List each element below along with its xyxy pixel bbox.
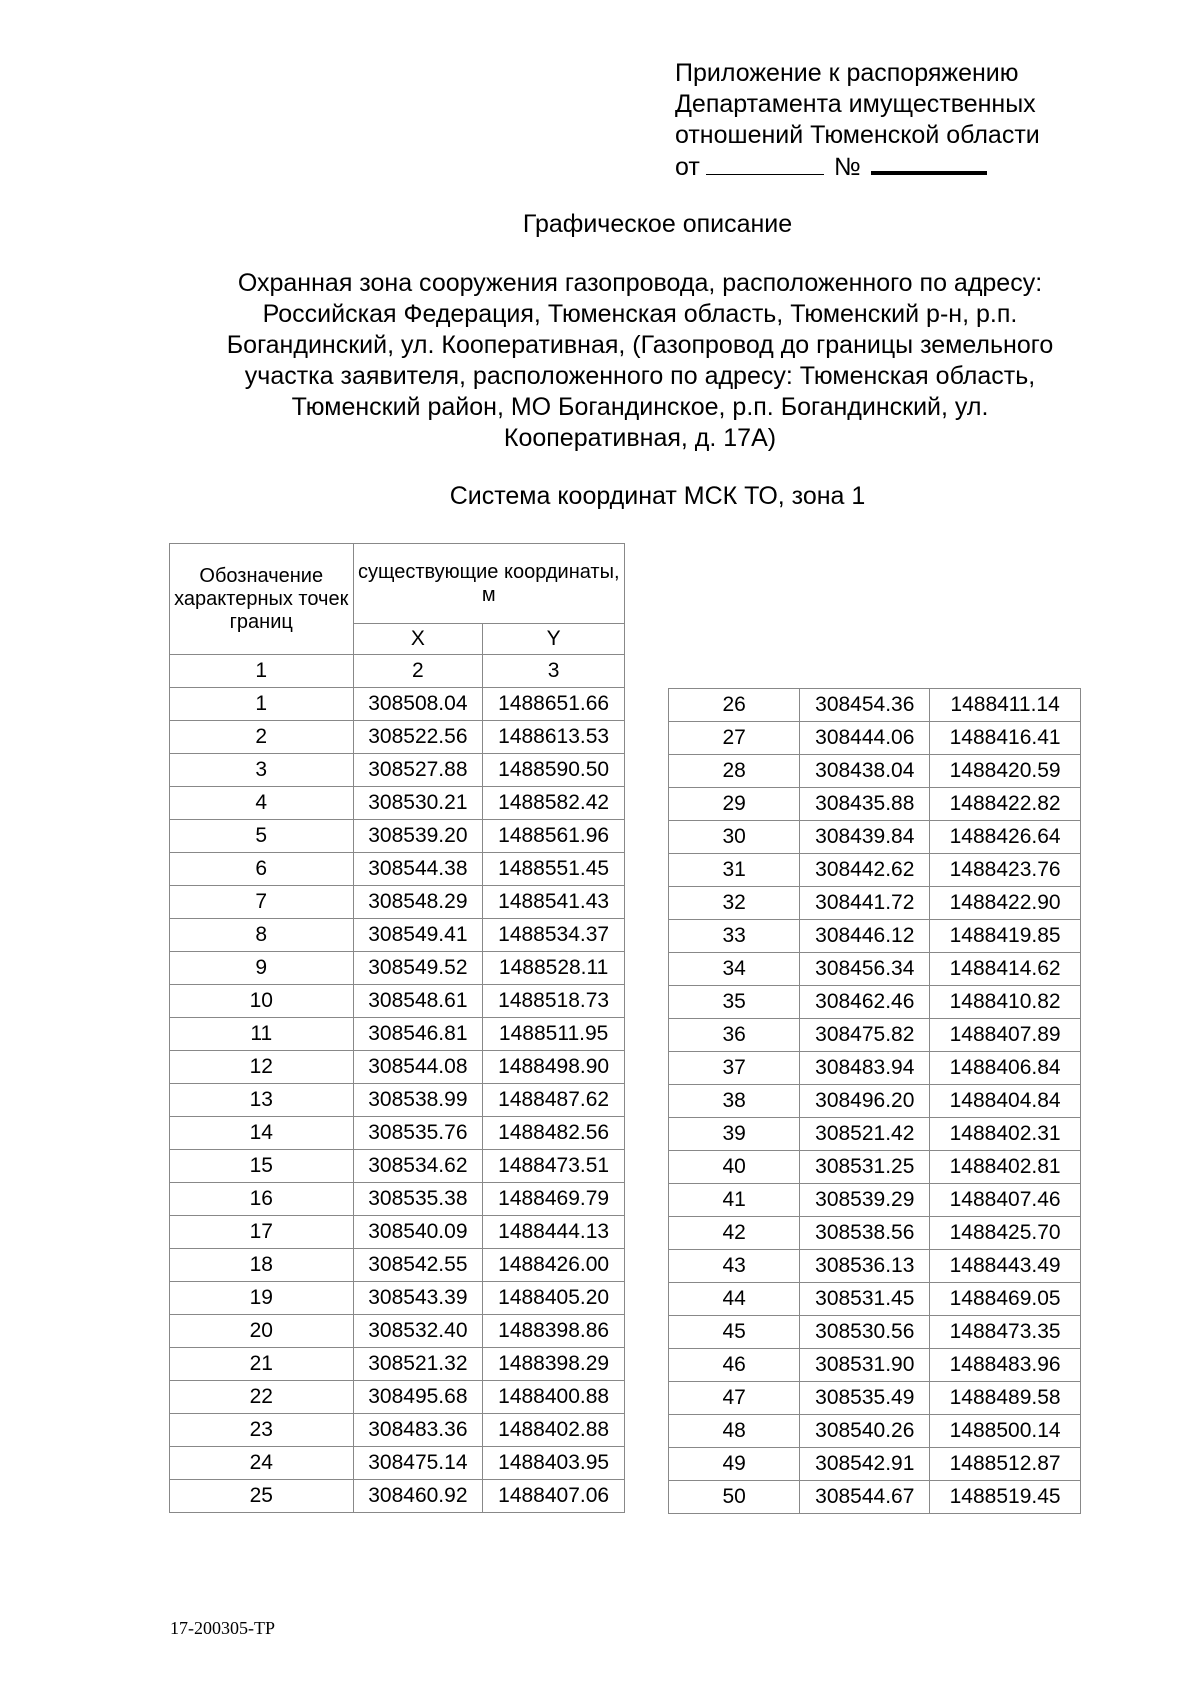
table-row — [669, 821, 1081, 854]
table-row — [170, 952, 625, 985]
appendix-date-line — [675, 151, 1095, 183]
y-coordinate-cell: 1488512.87 — [930, 1448, 1081, 1481]
table-row — [669, 722, 1081, 755]
y-coordinate-cell: 1488651.66 — [483, 688, 625, 721]
table-row — [170, 985, 625, 1018]
y-coordinate-cell: 1488426.00 — [483, 1249, 625, 1282]
table-row — [669, 1283, 1081, 1316]
y-coordinate-cell: 1488410.82 — [930, 986, 1081, 1019]
x-coordinate-cell: 308539.29 — [800, 1184, 930, 1217]
table-row — [170, 1183, 625, 1216]
zone-description-line: участка заявителя, расположенного по адресу: Тюменская область, — [244, 362, 1036, 390]
point-number-cell: 50 — [669, 1481, 800, 1514]
x-coordinate-cell: 308542.91 — [800, 1448, 930, 1481]
x-coordinate-cell: 308495.68 — [353, 1381, 483, 1414]
point-number-cell: 2 — [170, 721, 354, 754]
table-header-row — [170, 544, 625, 624]
x-coordinate-cell: 308531.25 — [800, 1151, 930, 1184]
x-coordinate-cell: 308460.92 — [353, 1480, 483, 1513]
zone-description-line: Тюменский район, МО Богандинское, р.п. Богандинский, ул. — [291, 393, 989, 421]
zone-description-line: Кооперативная, д. 17А) — [503, 424, 777, 452]
y-coordinate-cell: 1488483.96 — [930, 1349, 1081, 1382]
table-row — [170, 1084, 625, 1117]
y-coordinate-cell: 1488403.95 — [483, 1447, 625, 1480]
point-number-cell: 47 — [669, 1382, 800, 1415]
x-coordinate-cell: 308546.81 — [353, 1018, 483, 1051]
appendix-header — [675, 58, 1095, 183]
x-coordinate-cell: 308530.56 — [800, 1316, 930, 1349]
y-coordinate-cell: 1488500.14 — [930, 1415, 1081, 1448]
x-coordinate-cell: 308535.38 — [353, 1183, 483, 1216]
table-row — [170, 853, 625, 886]
point-number-cell: 49 — [669, 1448, 800, 1481]
header-x: X — [353, 624, 483, 655]
coordinate-system: Система координат МСК ТО, зона 1 — [449, 482, 866, 510]
y-coordinate-cell: 1488511.95 — [483, 1018, 625, 1051]
point-number-cell: 32 — [669, 887, 800, 920]
table-row — [170, 1117, 625, 1150]
table-row — [669, 887, 1081, 920]
x-coordinate-cell: 308475.82 — [800, 1019, 930, 1052]
table-row — [170, 787, 625, 820]
x-coordinate-cell: 308521.42 — [800, 1118, 930, 1151]
table-row — [669, 1415, 1081, 1448]
y-coordinate-cell: 1488482.56 — [483, 1117, 625, 1150]
table-row — [170, 1216, 625, 1249]
x-coordinate-cell: 308540.26 — [800, 1415, 930, 1448]
x-coordinate-cell: 308549.41 — [353, 919, 483, 952]
point-number-cell: 9 — [170, 952, 354, 985]
y-coordinate-cell: 1488405.20 — [483, 1282, 625, 1315]
appendix-line-1: Приложение к распоряжению — [675, 59, 1019, 87]
point-number-cell: 48 — [669, 1415, 800, 1448]
x-coordinate-cell: 308462.46 — [800, 986, 930, 1019]
table-row — [170, 1414, 625, 1447]
x-coordinate-cell: 308527.88 — [353, 754, 483, 787]
x-coordinate-cell: 308531.90 — [800, 1349, 930, 1382]
table-row — [669, 1382, 1081, 1415]
x-coordinate-cell: 308532.40 — [353, 1315, 483, 1348]
date-blank — [706, 154, 824, 175]
point-number-cell: 18 — [170, 1249, 354, 1282]
point-number-cell: 46 — [669, 1349, 800, 1382]
x-coordinate-cell: 308535.76 — [353, 1117, 483, 1150]
point-number-cell: 1 — [170, 688, 354, 721]
x-coordinate-cell: 308441.72 — [800, 887, 930, 920]
column-number-row — [170, 655, 625, 688]
left-table-body — [170, 688, 625, 1513]
y-coordinate-cell: 1488444.13 — [483, 1216, 625, 1249]
y-coordinate-cell: 1488613.53 — [483, 721, 625, 754]
x-coordinate-cell: 308544.38 — [353, 853, 483, 886]
y-coordinate-cell: 1488407.06 — [483, 1480, 625, 1513]
y-coordinate-cell: 1488541.43 — [483, 886, 625, 919]
table-row — [669, 1481, 1081, 1514]
coordinates-table-right — [668, 688, 1081, 1514]
table-row — [170, 919, 625, 952]
number-sign: № — [833, 153, 861, 181]
point-number-cell: 30 — [669, 821, 800, 854]
point-number-cell: 4 — [170, 787, 354, 820]
x-coordinate-cell: 308438.04 — [800, 755, 930, 788]
x-coordinate-cell: 308530.21 — [353, 787, 483, 820]
table-row — [669, 920, 1081, 953]
y-coordinate-cell: 1488443.49 — [930, 1250, 1081, 1283]
x-coordinate-cell: 308544.67 — [800, 1481, 930, 1514]
y-coordinate-cell: 1488402.31 — [930, 1118, 1081, 1151]
y-coordinate-cell: 1488398.86 — [483, 1315, 625, 1348]
y-coordinate-cell: 1488473.51 — [483, 1150, 625, 1183]
table-row — [170, 754, 625, 787]
table-row — [170, 721, 625, 754]
point-number-cell: 31 — [669, 854, 800, 887]
header-y: Y — [483, 624, 625, 655]
point-number-cell: 21 — [170, 1348, 354, 1381]
point-number-cell: 3 — [170, 754, 354, 787]
table-row — [170, 1447, 625, 1480]
point-number-cell: 19 — [170, 1282, 354, 1315]
document-code: 17-200305-ТР — [170, 1618, 275, 1638]
y-coordinate-cell: 1488402.88 — [483, 1414, 625, 1447]
table-row — [669, 788, 1081, 821]
y-coordinate-cell: 1488590.50 — [483, 754, 625, 787]
y-coordinate-cell: 1488407.46 — [930, 1184, 1081, 1217]
table-row — [669, 1085, 1081, 1118]
point-number-cell: 40 — [669, 1151, 800, 1184]
x-coordinate-cell: 308456.34 — [800, 953, 930, 986]
table-row — [669, 1448, 1081, 1481]
point-number-cell: 39 — [669, 1118, 800, 1151]
x-coordinate-cell: 308535.49 — [800, 1382, 930, 1415]
x-coordinate-cell: 308454.36 — [800, 689, 930, 722]
y-coordinate-cell: 1488400.88 — [483, 1381, 625, 1414]
y-coordinate-cell: 1488420.59 — [930, 755, 1081, 788]
table-row — [170, 1315, 625, 1348]
x-coordinate-cell: 308542.55 — [353, 1249, 483, 1282]
point-number-cell: 11 — [170, 1018, 354, 1051]
point-number-cell: 13 — [170, 1084, 354, 1117]
point-number-cell: 15 — [170, 1150, 354, 1183]
point-number-cell: 38 — [669, 1085, 800, 1118]
point-number-cell: 20 — [170, 1315, 354, 1348]
y-coordinate-cell: 1488407.89 — [930, 1019, 1081, 1052]
zone-description-line: Охранная зона сооружения газопровода, расположенного по адресу: — [237, 269, 1043, 297]
table-row — [170, 886, 625, 919]
table-row — [669, 755, 1081, 788]
y-coordinate-cell: 1488402.81 — [930, 1151, 1081, 1184]
table-row — [669, 1019, 1081, 1052]
point-number-cell: 14 — [170, 1117, 354, 1150]
point-number-cell: 22 — [170, 1381, 354, 1414]
x-coordinate-cell: 308538.99 — [353, 1084, 483, 1117]
x-coordinate-cell: 308536.13 — [800, 1250, 930, 1283]
point-number-cell: 33 — [669, 920, 800, 953]
x-coordinate-cell: 308446.12 — [800, 920, 930, 953]
point-number-cell: 6 — [170, 853, 354, 886]
y-coordinate-cell: 1488498.90 — [483, 1051, 625, 1084]
right-table-body — [669, 689, 1081, 1514]
appendix-line-2: Департамента имущественных — [675, 90, 1036, 118]
table-row — [669, 1217, 1081, 1250]
point-number-cell: 5 — [170, 820, 354, 853]
date-prefix: от — [675, 153, 700, 181]
table-row — [669, 986, 1081, 1019]
coordinates-table-left — [169, 543, 625, 1513]
point-number-cell: 12 — [170, 1051, 354, 1084]
point-number-cell: 37 — [669, 1052, 800, 1085]
x-coordinate-cell: 308435.88 — [800, 788, 930, 821]
y-coordinate-cell: 1488419.85 — [930, 920, 1081, 953]
x-coordinate-cell: 308549.52 — [353, 952, 483, 985]
y-coordinate-cell: 1488422.90 — [930, 887, 1081, 920]
y-coordinate-cell: 1488426.64 — [930, 821, 1081, 854]
point-number-cell: 25 — [170, 1480, 354, 1513]
table-row — [669, 1349, 1081, 1382]
zone-description-line: Богандинский, ул. Кооперативная, (Газопровод до границы земельного — [226, 331, 1054, 359]
point-number-cell: 36 — [669, 1019, 800, 1052]
table-row — [669, 1250, 1081, 1283]
x-coordinate-cell: 308439.84 — [800, 821, 930, 854]
x-coordinate-cell: 308539.20 — [353, 820, 483, 853]
point-number-cell: 28 — [669, 755, 800, 788]
appendix-line-3: отношений Тюменской области — [675, 121, 1040, 149]
x-coordinate-cell: 308508.04 — [353, 688, 483, 721]
x-coordinate-cell: 308522.56 — [353, 721, 483, 754]
x-coordinate-cell: 308521.32 — [353, 1348, 483, 1381]
y-coordinate-cell: 1488398.29 — [483, 1348, 625, 1381]
x-coordinate-cell: 308538.56 — [800, 1217, 930, 1250]
y-coordinate-cell: 1488414.62 — [930, 953, 1081, 986]
zone-description — [185, 268, 1095, 454]
point-number-cell: 29 — [669, 788, 800, 821]
x-coordinate-cell: 308496.20 — [800, 1085, 930, 1118]
x-coordinate-cell: 308543.39 — [353, 1282, 483, 1315]
table-row — [170, 688, 625, 721]
point-number-cell: 27 — [669, 722, 800, 755]
header-points: Обозначение характерных точек границ — [170, 544, 354, 655]
document-title: Графическое описание — [522, 210, 793, 238]
point-number-cell: 44 — [669, 1283, 800, 1316]
y-coordinate-cell: 1488519.45 — [930, 1481, 1081, 1514]
point-number-cell: 34 — [669, 953, 800, 986]
table-row — [170, 1051, 625, 1084]
y-coordinate-cell: 1488404.84 — [930, 1085, 1081, 1118]
y-coordinate-cell: 1488551.45 — [483, 853, 625, 886]
table-row — [170, 1381, 625, 1414]
x-coordinate-cell: 308442.62 — [800, 854, 930, 887]
point-number-cell: 45 — [669, 1316, 800, 1349]
x-coordinate-cell: 308483.94 — [800, 1052, 930, 1085]
y-coordinate-cell: 1488534.37 — [483, 919, 625, 952]
point-number-cell: 42 — [669, 1217, 800, 1250]
y-coordinate-cell: 1488487.62 — [483, 1084, 625, 1117]
table-row — [170, 1018, 625, 1051]
point-number-cell: 23 — [170, 1414, 354, 1447]
y-coordinate-cell: 1488582.42 — [483, 787, 625, 820]
x-coordinate-cell: 308544.08 — [353, 1051, 483, 1084]
column-number: 1 — [170, 655, 354, 688]
y-coordinate-cell: 1488473.35 — [930, 1316, 1081, 1349]
y-coordinate-cell: 1488411.14 — [930, 689, 1081, 722]
x-coordinate-cell: 308548.61 — [353, 985, 483, 1018]
point-number-cell: 17 — [170, 1216, 354, 1249]
number-blank — [871, 151, 987, 175]
zone-description-line: Российская Федерация, Тюменская область, Тюменский р-н, р.п. — [262, 300, 1018, 328]
y-coordinate-cell: 1488406.84 — [930, 1052, 1081, 1085]
column-number: 2 — [353, 655, 483, 688]
point-number-cell: 26 — [669, 689, 800, 722]
x-coordinate-cell: 308483.36 — [353, 1414, 483, 1447]
table-row — [170, 1282, 625, 1315]
x-coordinate-cell: 308531.45 — [800, 1283, 930, 1316]
point-number-cell: 8 — [170, 919, 354, 952]
table-row — [170, 1150, 625, 1183]
table-row — [669, 953, 1081, 986]
x-coordinate-cell: 308548.29 — [353, 886, 483, 919]
y-coordinate-cell: 1488422.82 — [930, 788, 1081, 821]
table-row — [669, 1151, 1081, 1184]
table-row — [669, 854, 1081, 887]
y-coordinate-cell: 1488528.11 — [483, 952, 625, 985]
y-coordinate-cell: 1488489.58 — [930, 1382, 1081, 1415]
y-coordinate-cell: 1488416.41 — [930, 722, 1081, 755]
point-number-cell: 10 — [170, 985, 354, 1018]
y-coordinate-cell: 1488518.73 — [483, 985, 625, 1018]
column-number: 3 — [483, 655, 625, 688]
point-number-cell: 24 — [170, 1447, 354, 1480]
table-row — [669, 1316, 1081, 1349]
point-number-cell: 41 — [669, 1184, 800, 1217]
table-row — [669, 1052, 1081, 1085]
table-row — [170, 1348, 625, 1381]
x-coordinate-cell: 308444.06 — [800, 722, 930, 755]
table-row — [170, 1480, 625, 1513]
y-coordinate-cell: 1488469.79 — [483, 1183, 625, 1216]
y-coordinate-cell: 1488425.70 — [930, 1217, 1081, 1250]
x-coordinate-cell: 308534.62 — [353, 1150, 483, 1183]
y-coordinate-cell: 1488423.76 — [930, 854, 1081, 887]
table-row — [669, 1118, 1081, 1151]
x-coordinate-cell: 308475.14 — [353, 1447, 483, 1480]
y-coordinate-cell: 1488561.96 — [483, 820, 625, 853]
point-number-cell: 35 — [669, 986, 800, 1019]
point-number-cell: 7 — [170, 886, 354, 919]
table-row — [669, 1184, 1081, 1217]
point-number-cell: 16 — [170, 1183, 354, 1216]
x-coordinate-cell: 308540.09 — [353, 1216, 483, 1249]
y-coordinate-cell: 1488469.05 — [930, 1283, 1081, 1316]
point-number-cell: 43 — [669, 1250, 800, 1283]
table-row — [669, 689, 1081, 722]
table-row — [170, 1249, 625, 1282]
table-row — [170, 820, 625, 853]
header-coordinates: существующие координаты, м — [353, 544, 625, 624]
